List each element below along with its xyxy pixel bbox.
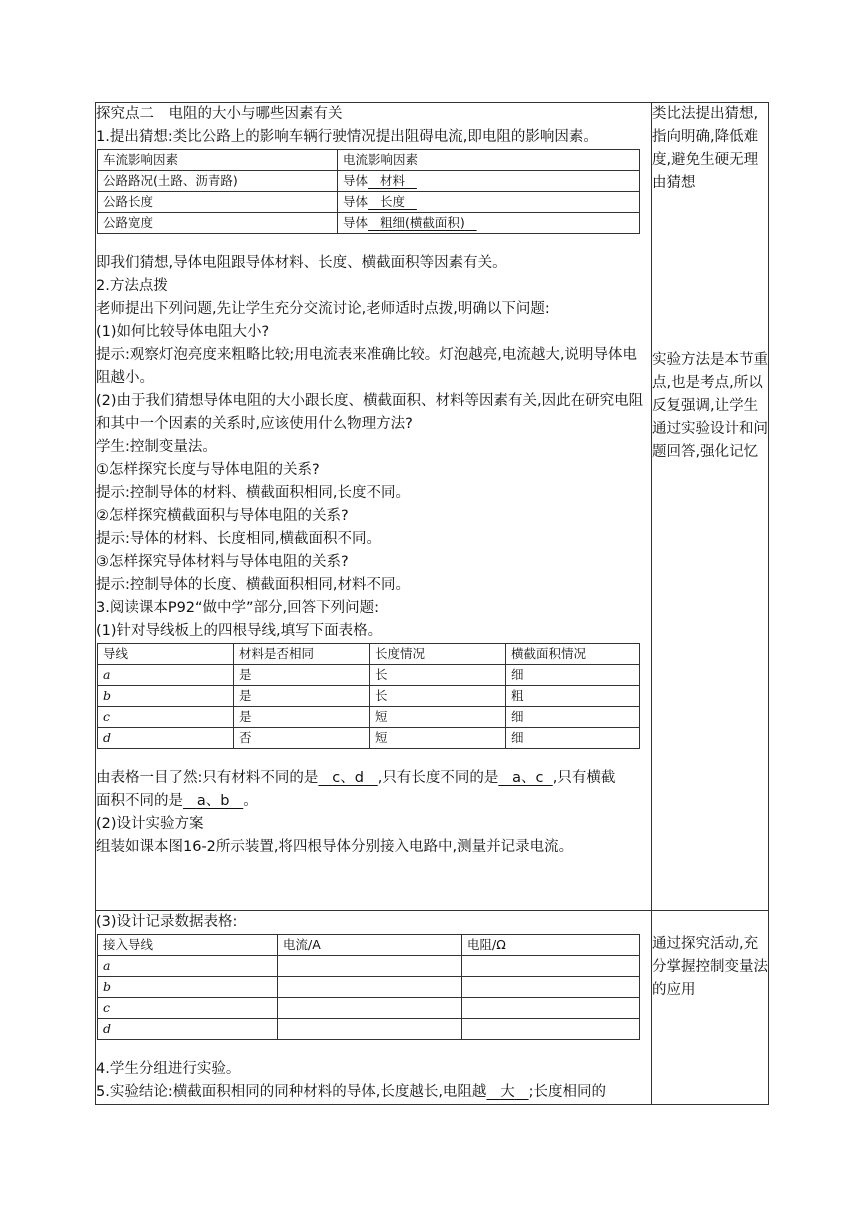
- table-cell: 否: [234, 728, 370, 749]
- table-cell: 粗: [506, 686, 640, 707]
- table-cell: 公路宽度: [98, 213, 338, 234]
- side-note-3-cell: [652, 911, 769, 1105]
- table-row: [98, 956, 640, 977]
- table-conclusion-1: 由表格一目了然:只有材料不同的是 c、d ,只有长度不同的是 a、c ,只有横截: [96, 770, 616, 786]
- table-row: [98, 998, 640, 1019]
- analogy-table: [97, 149, 640, 234]
- table-cell: [462, 1019, 640, 1040]
- side-note-3: 通过探究活动,充分掌握控制变量法的应用: [652, 936, 768, 998]
- table-cell: 细: [506, 707, 640, 728]
- table-cell: 导体 长度: [338, 192, 640, 213]
- table-header: 横截面积情况: [506, 644, 640, 665]
- table-row: [98, 707, 640, 728]
- answer-blank: a、b: [196, 793, 230, 809]
- wire-table: [97, 643, 640, 749]
- table-header: 车流影响因素: [98, 150, 338, 171]
- step-5: 5.实验结论:横截面积相同的同种材料的导体,长度越长,电阻越 大 ;长度相同的: [96, 1084, 606, 1100]
- question-5: ③怎样探究导体材料与导体电阻的关系?: [96, 554, 349, 570]
- answer-2: 学生:控制变量法。: [96, 439, 217, 455]
- table-cell: a: [98, 956, 278, 977]
- table-cell: a: [98, 665, 234, 686]
- question-1: (1)如何比较导体电阻大小?: [96, 324, 270, 340]
- table-cell: 导体 材料: [338, 171, 640, 192]
- table-conclusion-2: 面积不同的是 a、b 。: [96, 793, 258, 809]
- table-cell: 公路路况(土路、沥青路): [98, 171, 338, 192]
- table-cell: 长: [370, 665, 506, 686]
- table-row: [98, 935, 640, 956]
- table-cell: [278, 977, 462, 998]
- answer-3: 提示:控制导体的材料、横截面积相同,长度不同。: [96, 485, 410, 501]
- table-row: [98, 150, 640, 171]
- table-row: [98, 686, 640, 707]
- section-title: 探究点二 电阻的大小与哪些因素有关: [96, 106, 343, 122]
- table-cell: 长: [370, 686, 506, 707]
- table-row: [98, 977, 640, 998]
- answer-5: 提示:控制导体的长度、横截面积相同,材料不同。: [96, 577, 410, 593]
- step-3: 3.阅读课本P92“做中学”部分,回答下列问题:: [96, 600, 380, 616]
- table-cell: 是: [234, 665, 370, 686]
- question-8: (3)设计记录数据表格:: [96, 914, 238, 930]
- question-7: (2)设计实验方案: [96, 816, 204, 832]
- table-row: [98, 1019, 640, 1040]
- table-cell: [462, 956, 640, 977]
- table-cell: 短: [370, 728, 506, 749]
- table-header: 导线: [98, 644, 234, 665]
- question-2: (2)由于我们猜想导体电阻的大小跟长度、横截面积、材料等因素有关,因此在研究电阻和其中一个因素的关系时,应该使用什么物理方法?: [96, 393, 644, 432]
- table-cell: 导体 粗细(横截面积): [338, 213, 640, 234]
- side-note-2: 实验方法是本节重点,也是考点,所以反复强调,让学生通过实验设计和问题回答,强化记忆: [652, 352, 768, 460]
- table-cell: b: [98, 686, 234, 707]
- side-note-1-cell: [652, 103, 769, 911]
- answer-blank: 长度: [379, 194, 405, 209]
- answer-blank: c、d: [332, 770, 364, 786]
- table-row: [98, 665, 640, 686]
- side-note-1: 类比法提出猜想,指向明确,降低难度,避免生硬无理由猜想: [652, 106, 759, 191]
- table-header: 接入导线: [98, 935, 278, 956]
- table-cell: 短: [370, 707, 506, 728]
- step-1: 1.提出猜想:类比公路上的影响车辆行驶情况提出阻碍电流,即电阻的影响因素。: [96, 129, 598, 145]
- main-content-1: [96, 103, 652, 911]
- answer-1: 提示:观察灯泡亮度来粗略比较;用电流表来准确比较。灯泡越亮,电流越大,说明导体电阻越小。: [96, 347, 637, 386]
- table-cell: 是: [234, 707, 370, 728]
- table-row: [98, 644, 640, 665]
- table-row: [98, 213, 640, 234]
- answer-4: 提示:导体的材料、长度相同,横截面积不同。: [96, 531, 381, 547]
- data-table: [97, 934, 640, 1040]
- table-row: [98, 171, 640, 192]
- table-cell: 细: [506, 665, 640, 686]
- table-row: [98, 192, 640, 213]
- question-4: ②怎样探究横截面积与导体电阻的关系?: [96, 508, 349, 524]
- step-2: 2.方法点拨: [96, 278, 168, 294]
- table-cell: [278, 1019, 462, 1040]
- main-content-2: [96, 911, 652, 1105]
- table-cell: [462, 977, 640, 998]
- table-cell: 细: [506, 728, 640, 749]
- table-header: 材料是否相同: [234, 644, 370, 665]
- table-header: 电流影响因素: [338, 150, 640, 171]
- question-3: ①怎样探究长度与导体电阻的关系?: [96, 462, 320, 478]
- answer-blank: a、c: [512, 770, 544, 786]
- table-header: 长度情况: [370, 644, 506, 665]
- table-cell: d: [98, 728, 234, 749]
- table-header: 电流/A: [278, 935, 462, 956]
- table-cell: c: [98, 707, 234, 728]
- step-4: 4.学生分组进行实验。: [96, 1061, 241, 1077]
- table-row: [98, 728, 640, 749]
- conjecture-summary: 即我们猜想,导体电阻跟导体材料、长度、横截面积等因素有关。: [96, 255, 507, 271]
- teacher-instruction: 老师提出下列问题,先让学生充分交流讨论,老师适时点拨,明确以下问题:: [96, 301, 550, 317]
- experiment-plan: 组装如课本图16-2所示装置,将四根导体分别接入电路中,测量并记录电流。: [96, 839, 574, 855]
- table-header: 电阻/Ω: [462, 935, 640, 956]
- table-cell: [278, 956, 462, 977]
- answer-blank: 粗细(横截面积): [379, 215, 465, 230]
- question-6: (1)针对导线板上的四根导线,填写下面表格。: [96, 623, 383, 639]
- lesson-table: [95, 102, 769, 1105]
- table-cell: b: [98, 977, 278, 998]
- table-cell: 是: [234, 686, 370, 707]
- table-cell: [278, 998, 462, 1019]
- table-cell: d: [98, 1019, 278, 1040]
- answer-blank: 材料: [379, 173, 405, 188]
- table-cell: [462, 998, 640, 1019]
- table-cell: 公路长度: [98, 192, 338, 213]
- table-cell: c: [98, 998, 278, 1019]
- answer-blank: 大: [500, 1084, 515, 1100]
